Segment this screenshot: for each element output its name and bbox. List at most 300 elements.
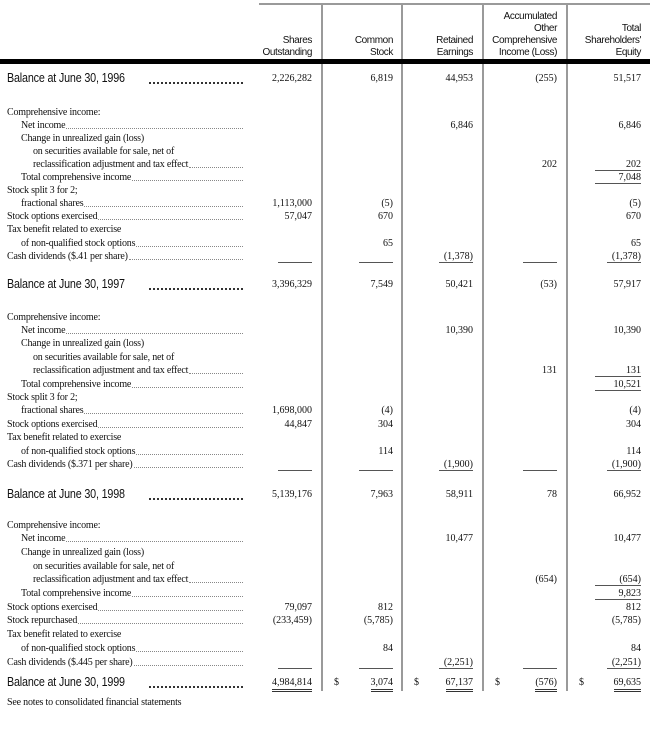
value: 84 [383,642,393,654]
value: (654) [535,574,557,586]
value: 304 [626,418,641,430]
value-cell [262,587,312,600]
row-label [7,311,243,324]
value-cell [404,223,473,236]
value [639,628,642,641]
row-label-text: Cash dividends ($.41 per share) [7,250,128,262]
value [391,364,394,377]
row-label [33,145,243,158]
value-cell [485,250,557,263]
balance-row [0,675,650,690]
value-cell [404,431,473,444]
value [278,251,312,263]
value [278,657,312,669]
value: 3,074 [371,677,394,692]
row-label-text: Tax benefit related to exercise [7,224,122,236]
value-cell [262,675,312,692]
table-row [0,132,650,145]
value [555,171,558,184]
value-cell [485,378,557,391]
value-cell [569,119,641,132]
value: 79,097 [284,601,312,613]
value [555,519,558,532]
value [555,601,558,614]
value: (5,785) [363,615,393,627]
value [359,657,393,669]
value-cell [262,106,312,119]
value-cell [262,628,312,641]
value [555,614,558,627]
dot-leader [149,675,243,688]
value-cell [485,601,557,614]
header-common-stock [355,35,393,59]
value [523,459,557,471]
value-cell [404,628,473,641]
row-label-text: Stock options exercised [7,601,98,613]
value [639,391,642,404]
value [310,106,313,119]
value [391,587,394,600]
value-cell [485,145,557,158]
value [310,158,313,171]
value [555,445,558,458]
value [391,223,394,236]
dot-leader [189,573,243,583]
value-cell [404,378,473,391]
table-row [0,106,650,119]
row-label-text: reclassification adjustment and tax effect [33,574,189,586]
value [555,145,558,158]
value-cell [569,642,641,655]
row-label-text: of non-qualified stock options [21,642,136,654]
row-label-text: of non-qualified stock options [21,445,136,457]
value: (4) [381,405,393,417]
value-cell [404,418,473,431]
value: 1,698,000 [272,405,312,417]
value: 57,917 [613,278,641,290]
row-label-text: Net income [21,324,66,336]
value: 812 [378,601,393,613]
value: (5) [629,198,641,210]
value [471,573,474,586]
header-line: Income (Loss) [498,47,557,58]
dot-leader [66,119,243,129]
value [310,364,313,377]
value-cell [324,197,393,210]
value: 44,953 [445,72,473,84]
value [639,145,642,158]
value [310,519,313,532]
value-cell [569,106,641,119]
value: 1,113,000 [272,198,312,210]
value-cell [262,445,312,458]
header-line: Other [533,23,557,34]
row-label-text: Stock repurchased [7,615,78,627]
table-row [0,546,650,559]
value [391,171,394,184]
header-line: Common [354,35,393,46]
header-line: Retained [436,35,473,46]
value [471,145,474,158]
header-retained-earnings [436,35,473,59]
value [471,210,474,223]
value [471,237,474,250]
value: 66,952 [613,488,641,500]
value: (1,900) [607,459,641,471]
dot-leader [136,237,243,247]
balance-row [0,277,650,292]
value-cell [569,532,641,545]
dot-leader [78,614,243,624]
value-cell [485,197,557,210]
row-label [21,642,243,655]
value [391,560,394,573]
value [639,184,642,197]
value-cell [262,184,312,197]
value: 131 [595,365,641,377]
value [471,642,474,655]
value-cell [485,119,557,132]
value: 50,421 [445,278,473,290]
value [471,560,474,573]
value-cell [569,158,641,171]
table-row [0,324,650,337]
value [471,378,474,391]
row-label-text: Comprehensive income: [7,311,101,323]
value-cell [404,71,473,86]
dot-leader [132,171,243,181]
header-line: Total [621,23,641,34]
value [471,601,474,614]
value: 44,847 [284,418,312,430]
value-cell [485,573,557,586]
row-label [7,656,243,669]
value-cell [262,324,312,337]
value: (53) [540,278,557,290]
dot-leader [66,532,243,542]
value-cell [569,445,641,458]
value-cell [485,418,557,431]
row-label-text: Balance at June 30, 1997 [7,276,125,291]
value: 51,517 [613,72,641,84]
value [391,628,394,641]
row-label [21,404,243,417]
value [471,431,474,444]
row-label [7,675,243,690]
row-label-text: Net income [21,533,66,545]
row-label-text: Cash dividends ($.371 per share) [7,458,133,470]
value-cell [485,458,557,471]
value-cell [485,324,557,337]
value-cell [262,573,312,586]
header-line: Earnings [436,47,473,58]
row-label-text: fractional shares [21,405,84,417]
row-label-text: Balance at June 30, 1996 [7,70,125,85]
row-label [7,71,243,86]
value [471,391,474,404]
value: 3,396,329 [272,278,312,290]
value-cell [404,546,473,559]
value-cell [324,587,393,600]
value: 10,477 [613,533,641,545]
dot-leader [66,324,243,334]
value-cell [404,404,473,417]
dot-leader [136,445,243,455]
header-total-equity [585,23,641,59]
row-label-text: Total comprehensive income [21,588,132,599]
value [310,223,313,236]
value [639,223,642,236]
row-label-text: Change in unrealized gain (loss) [21,132,145,144]
value-cell [569,197,641,210]
value [310,546,313,559]
header-shares-outstanding [262,35,312,59]
value: 131 [542,365,557,377]
value-cell [485,158,557,171]
value [391,391,394,404]
value-cell [324,418,393,431]
value [555,378,558,391]
value [391,311,394,324]
value-cell [324,656,393,669]
value [310,378,313,391]
row-label [33,573,243,586]
row-label-text: Stock options exercised [7,211,98,223]
table-row [0,223,650,236]
value: (1,378) [439,251,473,263]
value: 67,137 [446,677,474,692]
value [391,119,394,132]
header-rule [0,59,650,64]
header-top-rule [259,3,650,5]
value-cell [569,250,641,263]
row-label [21,445,243,458]
value-cell [324,210,393,223]
value [639,106,642,119]
value-cell [262,351,312,364]
dot-leader [189,364,243,374]
value-cell [404,487,473,502]
row-label [7,106,243,119]
value-cell [262,642,312,655]
value [310,311,313,324]
dot-leader [84,404,243,414]
currency-symbol: $ [579,676,584,688]
value-cell [485,445,557,458]
table-row [0,158,650,171]
value [555,560,558,573]
value-cell [324,324,393,337]
row-label-text: reclassification adjustment and tax effect [33,158,189,170]
value [555,337,558,350]
value-cell [324,404,393,417]
value-cell [569,418,641,431]
value-cell [569,277,641,292]
dot-leader [84,197,243,207]
row-label-text: Stock split 3 for 2; [7,185,78,197]
value-cell [404,391,473,404]
value [555,223,558,236]
value [471,364,474,377]
value [639,546,642,559]
value-cell [262,210,312,223]
value-cell [262,237,312,250]
value: (1,378) [607,251,641,263]
dot-leader [98,418,243,428]
value-cell [569,458,641,471]
value [639,132,642,145]
table-row [0,601,650,614]
table-row [0,210,650,223]
value-cell [324,119,393,132]
value-cell [262,378,312,391]
value-cell [324,184,393,197]
value-cell [324,277,393,292]
value [471,171,474,184]
value [391,519,394,532]
row-label-text: Balance at June 30, 1999 [7,674,125,689]
value [555,431,558,444]
row-label [7,250,243,263]
value [310,119,313,132]
value [391,431,394,444]
value [523,657,557,669]
value-cell [404,337,473,350]
value-cell [485,614,557,627]
value [471,132,474,145]
value-cell [404,560,473,573]
dot-leader [189,158,243,168]
value [555,642,558,655]
value-cell [485,223,557,236]
row-label [7,277,243,292]
value-cell [324,546,393,559]
value-cell [324,337,393,350]
value-cell [262,223,312,236]
header-line: Stock [369,47,393,58]
dot-leader [134,458,243,468]
value-cell [485,237,557,250]
value-cell [324,675,393,692]
row-label-text: Change in unrealized gain (loss) [21,338,145,350]
value [555,184,558,197]
value-cell [404,277,473,292]
value: 10,390 [613,324,641,336]
value-cell [262,614,312,627]
value-cell [324,311,393,324]
value-cell [262,601,312,614]
balance-row [0,487,650,502]
value-cell [569,628,641,641]
value [555,119,558,132]
value-cell [262,431,312,444]
value-cell [485,519,557,532]
table-row [0,587,650,600]
table-row [0,458,650,471]
value-cell [569,364,641,377]
header-line: Accumulated [503,11,557,22]
value-cell [569,210,641,223]
row-label [33,351,243,364]
dot-leader [134,656,243,666]
value [310,391,313,404]
table-row [0,250,650,263]
table-row [0,431,650,444]
value: 58,911 [445,488,473,500]
value: (1,900) [439,459,473,471]
value-cell [324,628,393,641]
dot-leader [149,71,243,84]
row-label [21,546,243,559]
value [310,171,313,184]
value-cell [262,197,312,210]
row-label [21,197,243,210]
value: 202 [595,159,641,171]
row-label-text: Stock options exercised [7,418,98,430]
value-cell [262,404,312,417]
value-cell [404,656,473,669]
value [310,642,313,655]
value [471,337,474,350]
value: (2,251) [439,657,473,669]
value-cell [404,445,473,458]
value-cell [324,391,393,404]
value-cell [324,106,393,119]
value-cell [485,337,557,350]
value [555,324,558,337]
value [555,210,558,223]
row-label-text: Tax benefit related to exercise [7,432,122,444]
value-cell [569,132,641,145]
value [639,431,642,444]
value-cell [569,351,641,364]
value [555,132,558,145]
value-cell [485,351,557,364]
table-row [0,197,650,210]
value-cell [262,364,312,377]
value: (5) [381,198,393,210]
value: 57,047 [284,211,312,223]
value-cell [404,158,473,171]
value-cell [404,324,473,337]
value-cell [404,532,473,545]
value [310,184,313,197]
row-label-text: of non-qualified stock options [21,237,136,249]
value-cell [324,431,393,444]
row-label-text: Total comprehensive income [21,378,132,390]
value-cell [404,145,473,158]
row-label-text: Net income [21,119,66,131]
value: 7,549 [370,278,393,290]
value [555,546,558,559]
value: 10,521 [595,379,641,391]
value-cell [324,250,393,263]
value-cell [569,324,641,337]
value [391,106,394,119]
value-cell [485,675,557,692]
header-line: Shareholders' [584,35,641,46]
value-cell [404,614,473,627]
value [391,145,394,158]
value-cell [485,587,557,600]
row-label-text: Stock split 3 for 2; [7,391,78,403]
value-cell [404,519,473,532]
value-cell [569,223,641,236]
table-row [0,628,650,641]
value-cell [569,378,641,391]
row-label [7,184,243,197]
row-label [7,223,243,236]
